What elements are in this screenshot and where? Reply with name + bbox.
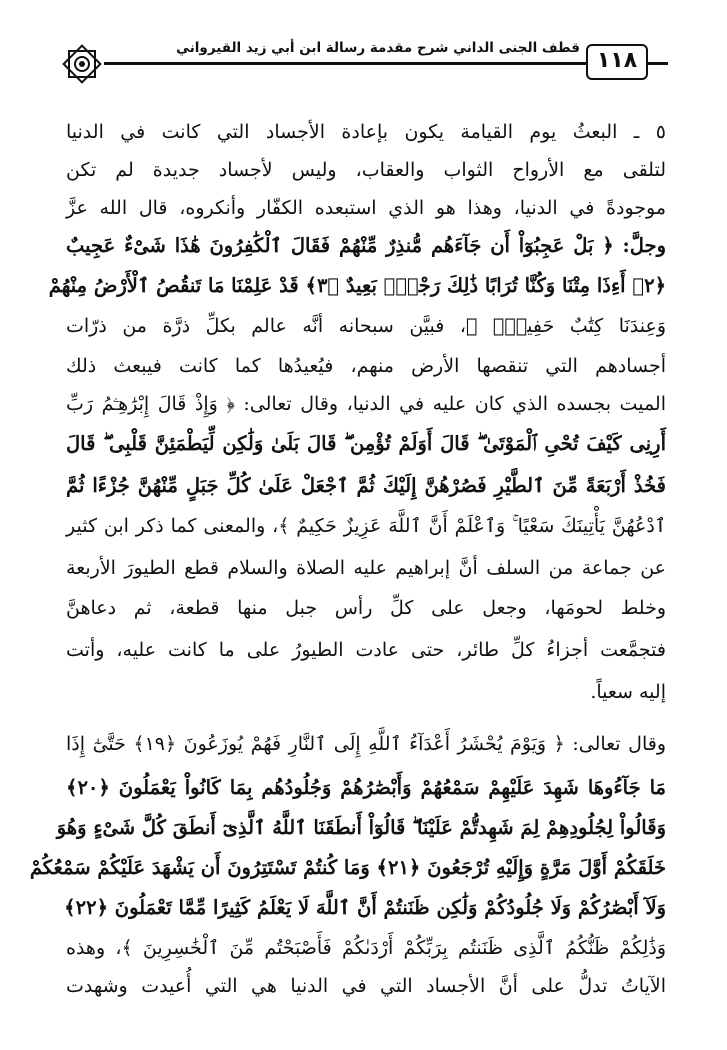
- text-line-7: أجسادهم التي تنقصها الأرض منهم، فيُعيدُها كما كانت فيبعث ذلك: [66, 355, 666, 377]
- header-rule-right: [648, 62, 668, 65]
- text-line-14: فتجمَّعت أجزاءُ كلِّ طائر، حتى عادت الطيورُ على ما كانت عليه، وأتت: [66, 639, 666, 661]
- text-line-22: الآياتُ تدلُّ على أنَّ الأجساد التي في الدنيا هي التي أُعيدت وشهدت: [66, 975, 666, 997]
- octagonal-star-ornament-icon: [60, 42, 104, 86]
- text-line-15: إليه سعياً.: [590, 681, 666, 703]
- text-line-3: موجودةً في الدنيا، وهذا هو الذي استبعده الكفّار وأنكروه، قال الله عزَّ: [66, 197, 666, 219]
- text-line-19: خَلَقَكُمْ أَوَّلَ مَرَّةٍ وَإِلَيْهِ تُرْجَعُونَ ﴿٢١﴾ وَمَا كُنتُمْ تَسْتَتِرُونَ أَن يَشْهَدَ عَلَيْكُمْ سَمْعُكُمْ: [29, 856, 666, 879]
- text-line-13: وخلط لحومَها، وجعل على كلِّ رأس جبل منها قطعة، ثم دعاهنَّ: [66, 597, 666, 619]
- text-line-2: لتلقى مع الأرواح الثواب والعقاب، وليس لأجساد جديدة لم تكن: [66, 159, 666, 181]
- text-line-4: وجلَّ: ﴿ بَلْ عَجِبُوٓاْ أَن جَآءَهُم مُّنذِرٌ مِّنْهُمْ فَقَالَ ٱلْكَٰفِرُونَ هَٰذَا شَىْءٌ عَجِيبٌ: [66, 234, 666, 257]
- text-line-20: وَلَآ أَبْصَٰرُكُمْ وَلَا جُلُودُكُمْ وَلَٰكِن ظَنَنتُمْ أَنَّ ٱللَّهَ لَا يَعْلَمُ كَثِيرًا مِّمَّا تَعْمَلُونَ ﴿٢٢﴾: [64, 896, 666, 919]
- page-header: [60, 38, 670, 98]
- text-line-8: الميت بجسده الذي كان عليه في الدنيا، وقال تعالى: ﴿ وَإِذْ قَالَ إِبْرَٰهِـۧمُ رَبِّ: [66, 393, 666, 415]
- text-line-21: وَذَٰلِكُمْ ظَنُّكُمُ ٱلَّذِى ظَنَنتُم بِرَبِّكُمْ أَرْدَىٰكُمْ فَأَصْبَحْتُم مِّنَ ٱلْخَٰسِرِينَ ﴾، وهذه: [66, 937, 666, 959]
- text-line-18: وَقَالُواْ لِجُلُودِهِمْ لِمَ شَهِدتُّمْ عَلَيْنَا ۖ قَالُوٓاْ أَنطَقَنَا ٱللَّهُ ٱلَّذِىٓ أَنطَقَ كُلَّ شَىْءٍ وَهُوَ: [56, 816, 666, 839]
- text-line-6: وَعِندَنَا كِتَٰبٌ حَفِيظٌۢ ﴾، فبيَّن سبحانه أنَّه عالم بكلِّ ذرَّة من ذرّات: [66, 315, 666, 337]
- text-line-5: ﴿٢﴾ أَءِذَا مِتْنَا وَكُنَّا تُرَابًا ذَٰلِكَ رَجْعٌۢ بَعِيدٌ ﴿٣﴾ قَدْ عَلِمْنَا مَا تَنقُصُ ٱلْأَرْضُ مِنْهُمْ: [48, 274, 666, 297]
- book-title: قطف الجنى الداني شرح مقدمة رسالة ابن أبي زيد القيرواني: [176, 40, 580, 56]
- text-line-16: وقال تعالى: ﴿ وَيَوْمَ يُحْشَرُ أَعْدَآءُ ٱللَّهِ إِلَى ٱلنَّارِ فَهُمْ يُوزَعُونَ ﴿١٩﴾ حَتَّىٰٓ إِذَا: [66, 733, 666, 755]
- header-rule-left: [104, 62, 586, 65]
- text-line-1: ٥ ـ البعثُ يوم القيامة يكون بإعادة الأجساد التي كانت في الدنيا: [66, 121, 666, 143]
- text-line-11: ٱدْعُهُنَّ يَأْتِينَكَ سَعْيًا ۚ وَٱعْلَمْ أَنَّ ٱللَّهَ عَزِيزٌ حَكِيمٌ ﴾، والمعنى كما ذكر ابن كثير: [66, 515, 666, 537]
- text-line-10: فَخُذْ أَرْبَعَةً مِّنَ ٱلطَّيْرِ فَصُرْهُنَّ إِلَيْكَ ثُمَّ ٱجْعَلْ عَلَىٰ كُلِّ جَبَلٍ مِّنْهُنَّ جُزْءًا ثُمَّ: [66, 474, 666, 497]
- text-line-12: عن جماعة من السلف أنَّ إبراهيم عليه الصلاة والسلام قطع الطيورَ الأربعة: [66, 557, 666, 579]
- page-number: ١١٨: [586, 44, 648, 80]
- text-line-9: أَرِنِى كَيْفَ تُحْىِ ٱلْمَوْتَىٰ ۖ قَالَ أَوَلَمْ تُؤْمِن ۖ قَالَ بَلَىٰ وَلَٰكِن لِّيَطْمَئِنَّ قَلْبِى ۖ قَالَ: [66, 432, 666, 455]
- text-line-17: مَا جَآءُوهَا شَهِدَ عَلَيْهِمْ سَمْعُهُمْ وَأَبْصَٰرُهُمْ وَجُلُودُهُم بِمَا كَانُواْ يَعْمَلُونَ ﴿٢٠﴾: [66, 776, 666, 799]
